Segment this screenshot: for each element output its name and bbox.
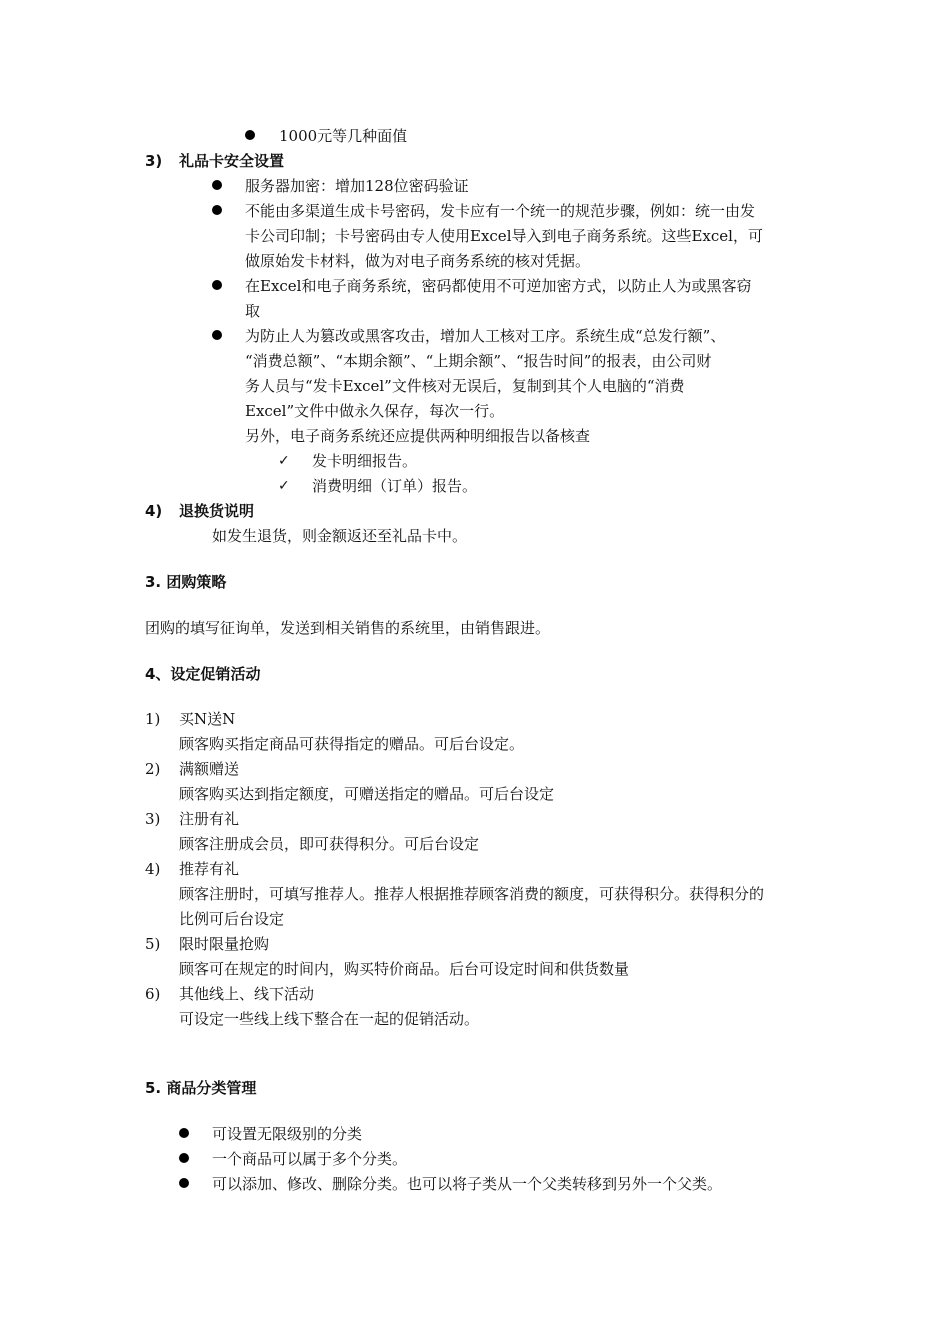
group-buy-heading: 3. 团购策略	[145, 573, 227, 591]
promo-item-5-title: 限时限量抢购	[179, 935, 270, 953]
security-bullet-2-line-2: 卡公司印制；卡号密码由专人使用Excel导入到电子商务系统。这些Excel，可	[245, 227, 763, 245]
bullet-dot-icon	[212, 330, 222, 340]
promo-item-4-number: 4)	[145, 860, 161, 878]
promo-item-6-desc: 可设定一些线上线下整合在一起的促销活动。	[179, 1010, 480, 1028]
return-section-text: 如发生退货，则金额返还至礼品卡中。	[212, 527, 468, 545]
promo-item-3-title: 注册有礼	[179, 810, 240, 828]
security-bullet-2-line-1: 不能由多渠道生成卡号密码，发卡应有一个统一的规范步骤，例如：统一由发	[245, 202, 756, 220]
promo-item-4-desc-line-1: 顾客注册时，可填写推荐人。推荐人根据推荐顾客消费的额度，可获得积分。获得积分的	[179, 885, 765, 903]
category-heading: 5. 商品分类管理	[145, 1079, 257, 1097]
category-bullet-3: 可以添加、修改、删除分类。也可以将子类从一个父类转移到另外一个父类。	[212, 1175, 723, 1193]
security-extra-note: 另外，电子商务系统还应提供两种明细报告以备核查	[245, 427, 591, 445]
promo-item-5-number: 5)	[145, 935, 161, 953]
bullet-dot-icon	[179, 1128, 189, 1138]
security-section-number: 3)	[145, 152, 163, 170]
promo-item-6-title: 其他线上、线下活动	[179, 985, 315, 1003]
security-bullet-1-line-1: 服务器加密：增加128位密码验证	[245, 177, 469, 195]
security-bullet-3-line-2: 取	[245, 302, 261, 320]
category-bullet-2: 一个商品可以属于多个分类。	[212, 1150, 408, 1168]
promo-item-3-desc: 顾客注册成会员，即可获得积分。可后台设定	[179, 835, 480, 853]
checkmark-icon: ✓	[278, 478, 290, 494]
promotion-heading: 4、设定促销活动	[145, 665, 261, 683]
check-item-2: 消费明细（订单）报告。	[312, 477, 478, 495]
category-bullet-1: 可设置无限级别的分类	[212, 1125, 363, 1143]
security-bullet-3-line-1: 在Excel和电子商务系统，密码都使用不可逆加密方式，以防止人为或黑客窃	[245, 277, 752, 295]
security-bullet-4-line-2: “消费总额”、“本期余额”、“上期余额”、“报告时间”的报表，由公司财	[245, 352, 712, 370]
promo-item-4-title: 推荐有礼	[179, 860, 240, 878]
denomination-bullet-text: 1000元等几种面值	[279, 127, 408, 145]
check-item-1: 发卡明细报告。	[312, 452, 418, 470]
promo-item-5-desc: 顾客可在规定的时间内，购买特价商品。后台可设定时间和供货数量	[179, 960, 630, 978]
security-section-title: 礼品卡安全设置	[179, 152, 285, 170]
security-bullet-2-line-3: 做原始发卡材料，做为对电子商务系统的核对凭据。	[245, 252, 591, 270]
promo-item-1-number: 1)	[145, 710, 161, 728]
security-bullet-4-line-3: 务人员与“发卡Excel”文件核对无误后，复制到其个人电脑的“消费	[245, 377, 685, 395]
bullet-dot-icon	[245, 130, 255, 140]
checkmark-icon: ✓	[278, 453, 290, 469]
promo-item-6-number: 6)	[145, 985, 161, 1003]
bullet-dot-icon	[179, 1153, 189, 1163]
bullet-dot-icon	[212, 205, 222, 215]
return-section-number: 4)	[145, 502, 163, 520]
bullet-dot-icon	[179, 1178, 189, 1188]
promo-item-4-desc-line-2: 比例可后台设定	[179, 910, 285, 928]
promo-item-2-number: 2)	[145, 760, 161, 778]
promo-item-1-title: 买N送N	[179, 710, 236, 728]
promo-item-3-number: 3)	[145, 810, 161, 828]
return-section-title: 退换货说明	[179, 502, 255, 520]
security-bullet-4-line-4: Excel”文件中做永久保存，每次一行。	[245, 402, 505, 420]
promo-item-2-desc: 顾客购买达到指定额度，可赠送指定的赠品。可后台设定	[179, 785, 555, 803]
promo-item-1-desc: 顾客购买指定商品可获得指定的赠品。可后台设定。	[179, 735, 525, 753]
bullet-dot-icon	[212, 280, 222, 290]
bullet-dot-icon	[212, 180, 222, 190]
group-buy-text: 团购的填写征询单，发送到相关销售的系统里，由销售跟进。	[145, 619, 551, 637]
promo-item-2-title: 满额赠送	[179, 760, 240, 778]
security-bullet-4-line-1: 为防止人为篡改或黑客攻击，增加人工核对工序。系统生成“总发行额”、	[245, 327, 726, 345]
